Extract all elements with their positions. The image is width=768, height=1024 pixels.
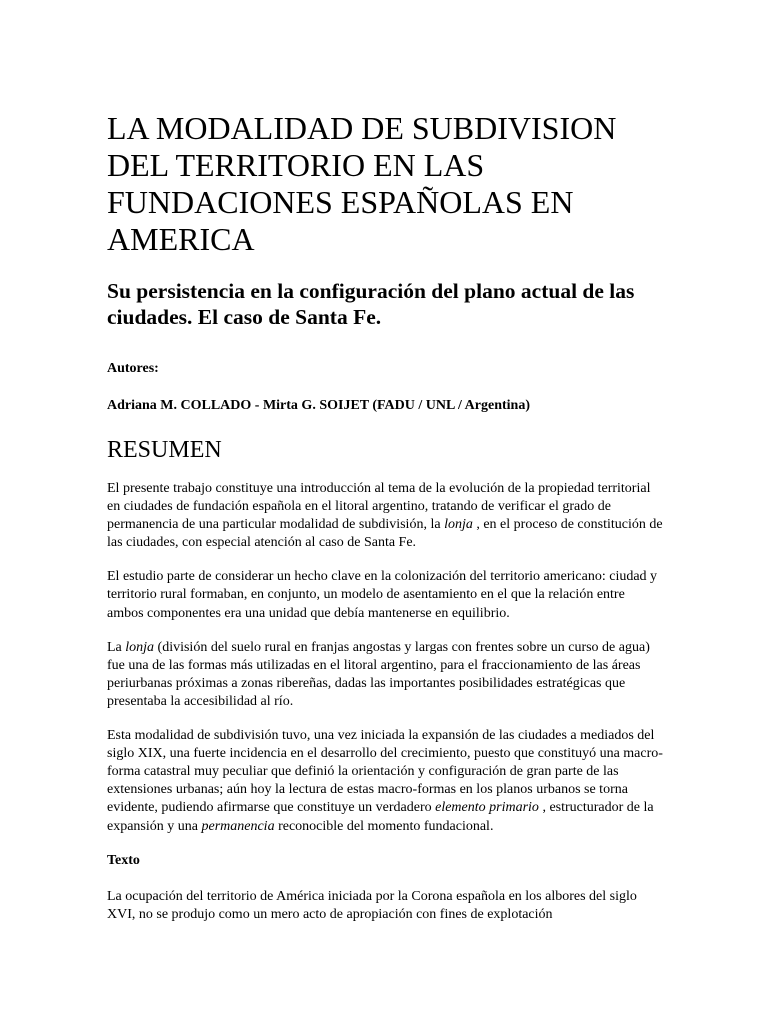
abstract-paragraph-1 (107, 480, 663, 552)
paragraph-text: El presente trabajo constituye una introducción al tema de la evolución de la propiedad territorial en ciudades de fundación española en el litoral argentino, tratando de verificar el grado de permanencia de una particular modalidad de subdivisión, la (107, 481, 651, 533)
paragraph-text: Esta modalidad de subdivisión tuvo, una vez iniciada la expansión de las ciudades a mediados del siglo XIX, una fuerte incidencia en el desarrollo del crecimiento, puesto que constituyó una macro-forma catastral muy peculiar que definió la orientación y configuración de gran parte de las extensiones urbanas; aún hoy la lectura de estas macro-formas en los planos urbanos se torna evidente, pudiendo afirmarse que constituye un verdadero (107, 728, 663, 816)
paragraph-text: reconocible del momento fundacional. (274, 818, 494, 834)
abstract-paragraph-2: El estudio parte de considerar un hecho clave en la colonización del territorio americano: ciudad y territorio rural formaban, en conjunto, un modelo de asentamiento en el que la relación entre ambos componentes era una unidad que debía mantenerse en equilibrio. (107, 569, 658, 621)
emphasis-text: lonja (444, 517, 473, 533)
texto-heading: Texto (107, 852, 140, 868)
document-title: LA MODALIDAD DE SUBDIVISION DEL TERRITORIO EN LAS FUNDACIONES ESPAÑOLAS EN AMERICA (107, 110, 617, 257)
document-subtitle: Su persistencia en la configuración del plano actual de las ciudades. El caso de Santa Fe. (107, 279, 635, 329)
authors-line: Adriana M. COLLADO - Mirta G. SOIJET (FADU / UNL / Argentina) (107, 398, 530, 413)
paragraph-text: (división del suelo rural en franjas angostas y largas con frentes sobre un curso de agua) fue una de las formas más utilizadas en el litoral argentino, para el fraccionamiento de las áreas periurbanas próximas a zonas ribereñas, dadas las importantes posibilidades estratégicas que presentaba la accesibilidad al río. (107, 639, 650, 709)
authors-label: Autores: (107, 361, 159, 376)
paragraph-text: , estructurador de la expansión y una (107, 800, 654, 834)
abstract-paragraph-4 (107, 727, 663, 836)
emphasis-text: lonja (125, 639, 155, 655)
paragraph-text: La (107, 639, 126, 655)
document-content (107, 110, 663, 924)
resumen-heading: RESUMEN (107, 437, 222, 463)
body-paragraph-1: La ocupación del territorio de América iniciada por la Corona española en los albores del siglo XVI, no se produjo como un mero acto de apropiación con fines de explotación (107, 888, 637, 922)
paragraph-text: , en el proceso de constitución de las ciudades, con especial atención al caso de Santa Fe. (107, 517, 663, 551)
abstract-paragraph-3 (107, 639, 663, 711)
emphasis-text: elemento primario (435, 800, 539, 816)
emphasis-text: permanencia (201, 818, 275, 834)
